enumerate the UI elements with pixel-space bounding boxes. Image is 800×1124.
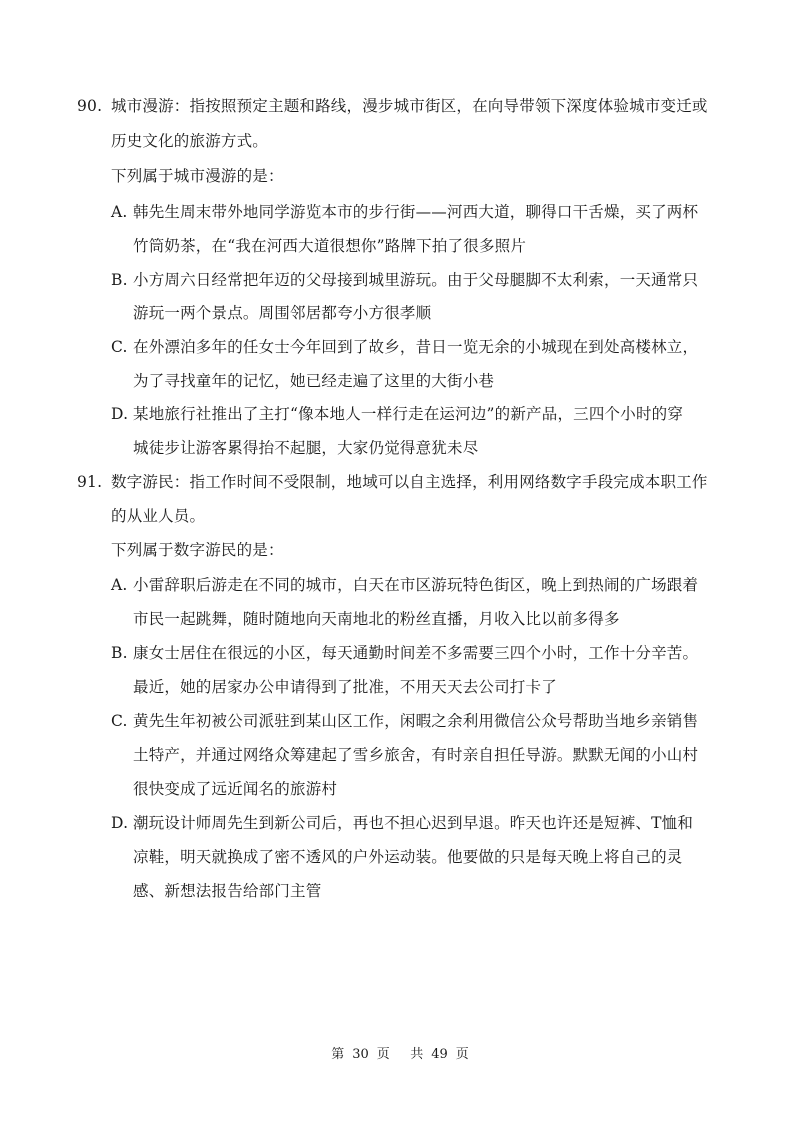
option-label: B. xyxy=(111,271,128,289)
option-d-line-3: 感、新想法报告给部门主管 xyxy=(133,882,322,900)
option-text: 潮玩设计师周先生到新公司后，再也不担心迟到早退。昨天也许还是短裤、T恤和 xyxy=(133,814,694,832)
option-text: 黄先生年初被公司派驻到某山区工作，闲暇之余利用微信公众号帮助当地乡亲销售 xyxy=(133,712,699,730)
option-label: D. xyxy=(111,405,129,423)
option-c-line-2: 为了寻找童年的记忆，她已经走遍了这里的大街小巷 xyxy=(133,372,495,390)
page-number: 30 xyxy=(352,1047,369,1062)
option-c-line-3: 很快变成了远近闻名的旅游村 xyxy=(133,780,338,798)
option-label: C. xyxy=(111,712,128,730)
option-a-line-2: 市民一起跳舞，随时随地向天南地北的粉丝直播，月收入比以前多得多 xyxy=(133,610,620,628)
option-text: 康女士居住在很远的小区，每天通勤时间差不多需要三四个小时，工作十分辛苦。 xyxy=(133,644,699,662)
question-91-definition-line-2: 的从业人员。 xyxy=(111,507,206,525)
definition-text: 数字游民：指工作时间不受限制，地域可以自主选择，利用网络数字手段完成本职工作 xyxy=(111,473,708,491)
total-pages: 49 xyxy=(431,1047,448,1062)
option-c-line-1 xyxy=(111,337,698,357)
option-text: 在外漂泊多年的任女士今年回到了故乡，昔日一览无余的小城现在到处高楼林立， xyxy=(133,338,699,356)
option-a-line-2: 竹筒奶茶，在“我在河西大道很想你”路牌下拍了很多照片 xyxy=(133,237,527,255)
option-b-line-2: 游玩一两个景点。周围邻居都夸小方很孝顺 xyxy=(133,304,432,322)
page-unit: 页 xyxy=(376,1047,390,1062)
option-text: 韩先生周末带外地同学游览本市的步行街——河西大道，聊得口干舌燥，买了两杯 xyxy=(133,203,699,221)
total-unit: 页 xyxy=(455,1047,469,1062)
option-c-line-1 xyxy=(111,711,698,731)
option-a-line-1 xyxy=(111,202,698,222)
option-b-line-1 xyxy=(111,270,698,290)
page-word: 第 xyxy=(331,1047,345,1062)
page-footer xyxy=(0,1046,800,1064)
definition-text: 城市漫游：指按照预定主题和路线，漫步城市街区，在向导带领下深度体验城市变迁或 xyxy=(111,97,708,115)
question-90-prompt: 下列属于城市漫游的是： xyxy=(111,167,284,185)
question-90-definition-line-1 xyxy=(77,96,708,116)
option-d-line-1 xyxy=(111,813,693,833)
option-a-line-1 xyxy=(111,575,698,595)
question-number: 91. xyxy=(77,473,103,491)
option-d-line-2: 城徒步让游客累得抬不起腿，大家仍觉得意犹未尽 xyxy=(133,439,479,457)
option-label: A. xyxy=(111,576,128,594)
option-d-line-2: 凉鞋，明天就换成了密不透风的户外运动装。他要做的只是每天晚上将自己的灵 xyxy=(133,848,683,866)
option-b-line-1 xyxy=(111,643,698,663)
option-b-line-2: 最近，她的居家办公申请得到了批准，不用天天去公司打卡了 xyxy=(133,678,557,696)
option-label: D. xyxy=(111,814,129,832)
question-90-definition-line-2: 历史文化的旅游方式。 xyxy=(111,132,269,150)
question-number: 90. xyxy=(77,97,103,115)
question-91-definition-line-1 xyxy=(77,472,708,492)
option-c-line-2: 土特产，并通过网络众筹建起了雪乡旅舍，有时亲自担任导游。默默无闻的小山村 xyxy=(133,746,699,764)
option-d-line-1 xyxy=(111,404,683,424)
option-label: C. xyxy=(111,338,128,356)
option-label: A. xyxy=(111,203,128,221)
option-text: 小雷辞职后游走在不同的城市，白天在市区游玩特色街区，晚上到热闹的广场跟着 xyxy=(133,576,699,594)
option-label: B. xyxy=(111,644,128,662)
option-text: 某地旅行社推出了主打“像本地人一样行走在运河边”的新产品，三四个小时的穿 xyxy=(133,405,684,423)
option-text: 小方周六日经常把年迈的父母接到城里游玩。由于父母腿脚不太利索，一天通常只 xyxy=(133,271,699,289)
question-91-prompt: 下列属于数字游民的是： xyxy=(111,541,284,559)
total-word: 共 xyxy=(410,1047,424,1062)
